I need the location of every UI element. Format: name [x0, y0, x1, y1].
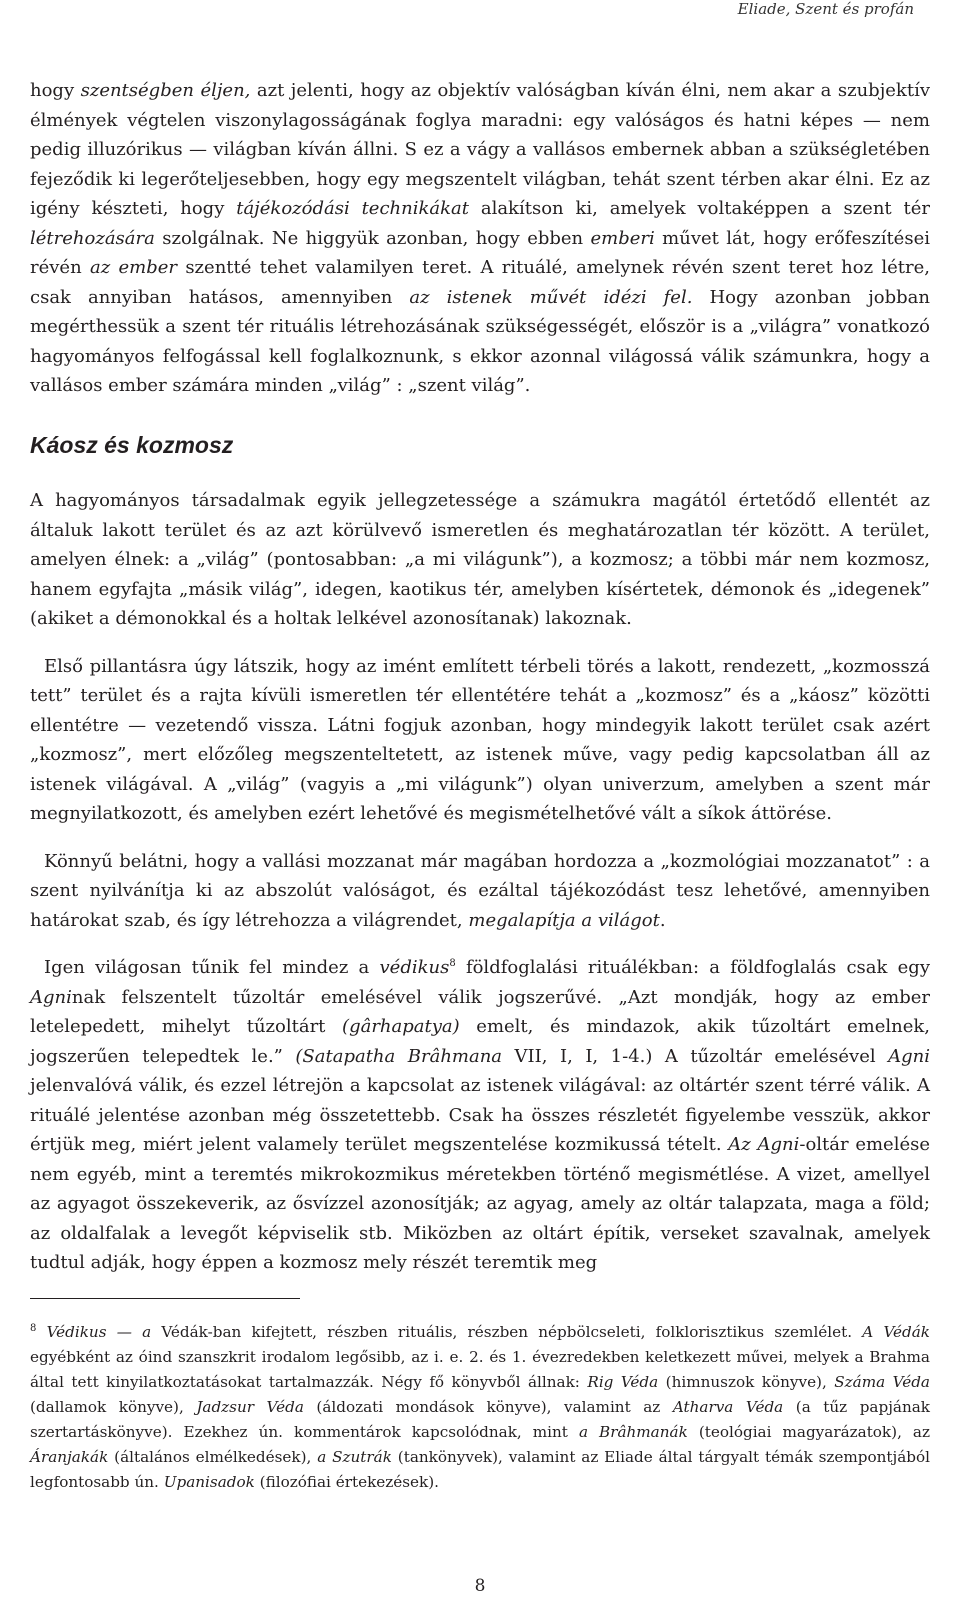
- paragraph-2: Első pillantásra úgy látszik, hogy az imént említett térbeli törés a lakott, rendezett, „kozmosszá tett” terület és a rajta kívüli ismeretlen tér ellentétére tehát a „kozmosz” és a „káosz” közötti ellentétre — vezetendő vissza. Látni fogjuk azonban, hogy mindegyik lakott terület csak azért „kozmosz”, mert előzőleg megszenteltetett, az istenek műve, vagy pedig kapcsolatban áll az istenek világával. A „világ” (vagyis a „mi világunk”) olyan univerzum, amelyben a szent már megnyilatkozott, és amelyben ezért lehetővé és megismételhetővé vált a síkok áttörése.: [30, 655, 930, 824]
- running-head: Eliade, Szent és profán: [737, 0, 914, 18]
- footnote-number: 8: [30, 1322, 37, 1334]
- intro-paragraph: hogy szentségben éljen, azt jelenti, hogy az objektív valóságban kíván élni, nem akar a szubjektív élmények végtelen viszonylagosságának foglya maradni: egy valóságos és hatni képes — nem pedig illuzórikus — világban kíván állni. S ez a vágy a vallásos embernek abban a szükségletében fejeződik ki legerőteljesebben, hogy egy megszentelt világban, tehát szent térben akar élni. Ez az igény készteti, hogy tájékozódási technikákat alakítson ki, amelyek voltaképpen a szent tér létrehozására szolgálnak. Ne higgyük azonban, hogy ebben emberi művet lát, hogy erőfeszítései révén az ember szentté tehet valamilyen teret. A rituálé, amelynek révén szent teret hoz létre, csak annyiban hatásos, amennyiben az istenek művét idézi fel. Hogy azonban jobban megérthessük a szent tér rituális létrehozásának szükségességét, először is a „világra” vonatkozó hagyományos felfogással kell foglalkoznunk, s ekkor azonnal világossá válik számunkra, hogy a vallásos ember számára minden „világ” : „szent világ”.: [30, 80, 931, 396]
- paragraph-3: Könnyű belátni, hogy a vallási mozzanat már magában hordozza a „kozmológiai mozzanatot” : a szent nyilvánítja ki az abszolút valóságot, és ezáltal tájékozódást tesz lehetővé, amennyiben határokat szab, és így létrehozza a világrendet, megalapítja a világot.: [30, 850, 930, 931]
- footnote-divider: [30, 1298, 300, 1299]
- page-number: 8: [474, 1576, 486, 1596]
- footnote-ref: 8: [449, 958, 456, 969]
- paragraph-4: Igen világosan tűnik fel mindez a védikus$^8$ földfoglalási rituálékban: a földfoglalás csak egy Agninak felszentelt tűzoltár emelésével válik jogszerűvé. „Azt mondják, hogy az ember letelepedett, mihelyt tűzoltárt (gârhapatya) emelt, és mindazok, akik tűzoltárt emelnek, jogszerűen telepedtek le.” (Satapatha Brâhmana VII, I, I, 1-4.) A tűzoltár emelésével Agni jelenvalóvá válik, és ezzel létrejön a kapcsolat az istenek világával: az oltártér szent térré válik. A rituálé jelentése azonban még összetettebb. Csak ha összes részletét figyelembe vesszük, akkor értjük meg, miért jelent valamely terület megszentelése kozmikussá tételt. Az Agni-oltár emelése nem egyéb, mint a teremtés mikrokozmikus méretekben történő megismétlése. A vizet, amellyel az agyagot összekeverik, az ősvízzel azonosítják; az agyag, amely az oltár talapzata, maga a föld; az oldalfalak a levegőt képviselik stb. Miközben az oltárt építik, verseket szavalnak, amelyek tudtul adják, hogy éppen a kozmosz mely részét teremtik meg: [30, 957, 931, 1273]
- paragraph-1: A hagyományos társadalmak egyik jellegzetessége a számukra magától értetődő ellentét az általuk lakott terület és az azt körülvevő ismeretlen és meghatározatlan tér között. A terület, amelyen élnek: a „világ” (pontosabban: „a mi világunk”), a kozmosz; a többi már nem kozmosz, hanem egyfajta „másik világ”, idegen, kaotikus tér, amelyben kísértetek, démonok és „idegenek” (akiket a démonokkal és a holtak lelkével azonosítanak) lakoznak.: [30, 490, 930, 629]
- section-heading: Káosz és kozmosz: [30, 432, 234, 458]
- section-body: [30, 486, 930, 1278]
- footnote: $^8$ Védikus — a Védák-ban kifejtett, részben rituális, részben népbölcseleti, folklorisztikus szemlélet. A Védák egyébként az óind szanszkrit irodalom legősibb, az i. e. 2. és 1. évezredekben keletkezett művei, melyek a Brahma által tett kinyilatkoztatásokat tartalmazzák. Négy fő könyvből állnak: Rig Véda (himnuszok könyve), Száma Véda (dallamok könyve), Jadzsur Véda (áldozati mondások könyve), valamint az Atharva Véda (a tűz papjának szertartáskönyve). Ezekhez ún. kommentárok kapcsolódnak, mint a Brâhmanák (teológiai magyarázatok), az Áranjakák (általános elmélkedések), a Szutrák (tankönyvek), valamint az Eliade által tárgyalt témák szempontjából legfontosabb ún. Upanisadok (filozófiai értekezések).: [30, 1322, 930, 1491]
